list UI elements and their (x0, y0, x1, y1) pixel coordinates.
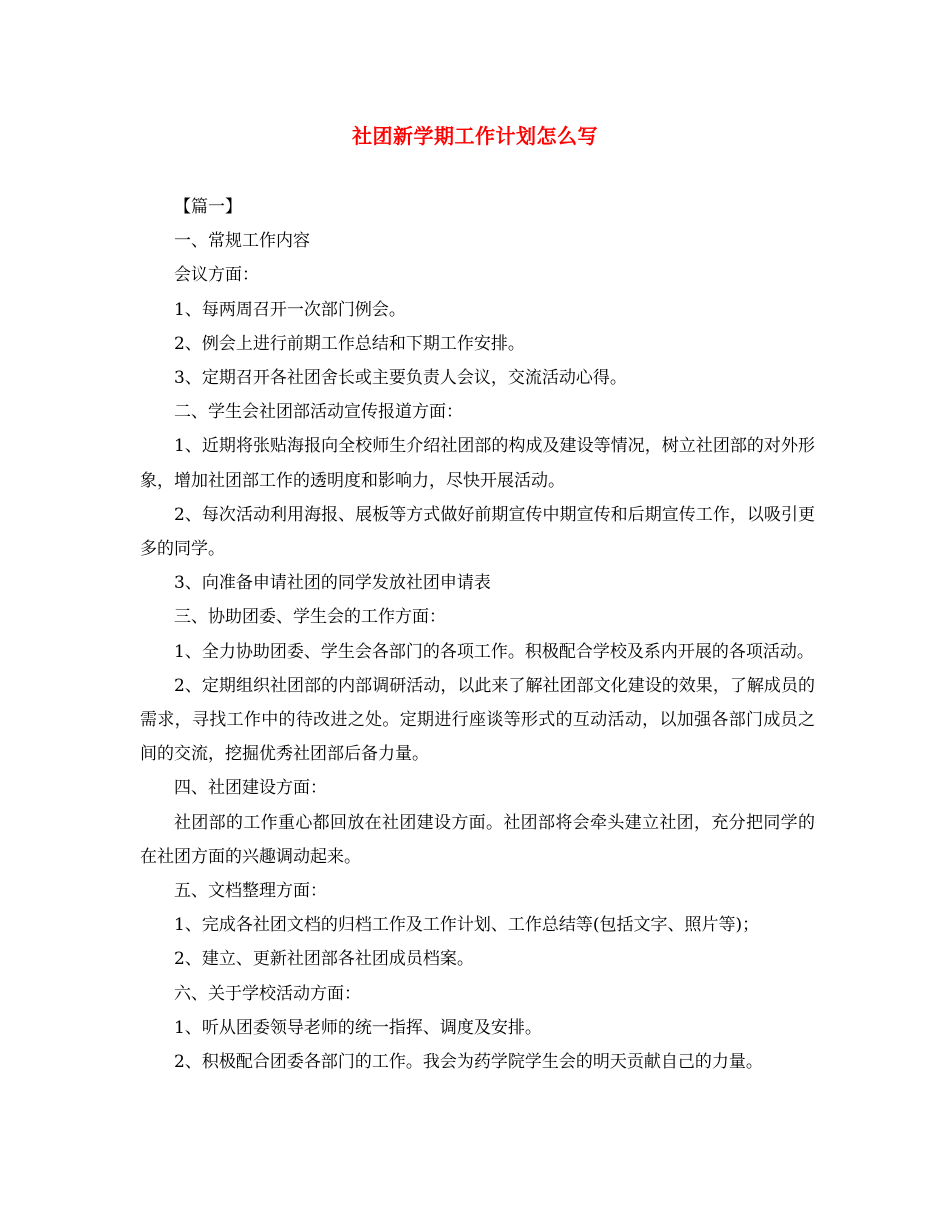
paragraph: 社团部的工作重心都回放在社团建设方面。社团部将会牵头建立社团，充分把同学的在社团方面的兴趣调动起来。 (140, 812, 815, 867)
heading-6: 六、关于学校活动方面： (174, 983, 361, 1004)
heading-3: 三、协助团委、学生会的工作方面： (174, 607, 446, 628)
document-title: 社团新学期工作计划怎么写 (352, 124, 598, 148)
list-item: 2、积极配合团委各部门的工作。我会为药学院学生会的明天贡献自己的力量。 (174, 1052, 763, 1073)
heading-4: 四、社团建设方面： (174, 778, 327, 799)
list-item: 1、全力协助团委、学生会各部门的各项工作。积极配合学校及系内开展的各项活动。 (174, 641, 814, 662)
list-item: 2、定期组织社团部的内部调研活动，以此来了解社团部文化建设的效果，了解成员的需求，寻找工作中的待改进之处。定期进行座谈等形式的互动活动，以加强各部门成员之间的交流，挖掘优秀社团部后备力量。 (140, 675, 815, 765)
list-item: 2、例会上进行前期工作总结和下期工作安排。 (174, 333, 525, 354)
list-item: 1、近期将张贴海报向全校师生介绍社团部的构成及建设等情况，树立社团部的对外形象，增加社团部工作的透明度和影响力，尽快开展活动。 (140, 436, 815, 491)
list-item: 1、每两周召开一次部门例会。 (174, 299, 406, 320)
subheading-meetings: 会议方面： (174, 265, 259, 286)
list-item: 2、建立、更新社团部各社团成员档案。 (174, 949, 474, 970)
list-item: 1、听从团委领导老师的统一指挥、调度及安排。 (174, 1017, 542, 1038)
heading-2: 二、学生会社团部活动宣传报道方面： (174, 402, 463, 423)
heading-5: 五、文档整理方面： (174, 881, 327, 902)
list-item: 3、定期召开各社团舍长或主要负责人会议，交流活动心得。 (174, 368, 627, 389)
document-body (140, 190, 815, 1079)
list-item: 3、向准备申请社团的同学发放社团申请表 (174, 573, 491, 594)
list-item: 2、每次活动利用海报、展板等方式做好前期宣传中期宣传和后期宣传工作，以吸引更多的同学。 (140, 504, 815, 560)
list-item: 1、完成各社团文档的归档工作及工作计划、工作总结等(包括文字、照片等)； (174, 915, 760, 936)
section-label: 【篇一】 (174, 197, 242, 217)
heading-1: 一、常规工作内容 (174, 231, 310, 252)
